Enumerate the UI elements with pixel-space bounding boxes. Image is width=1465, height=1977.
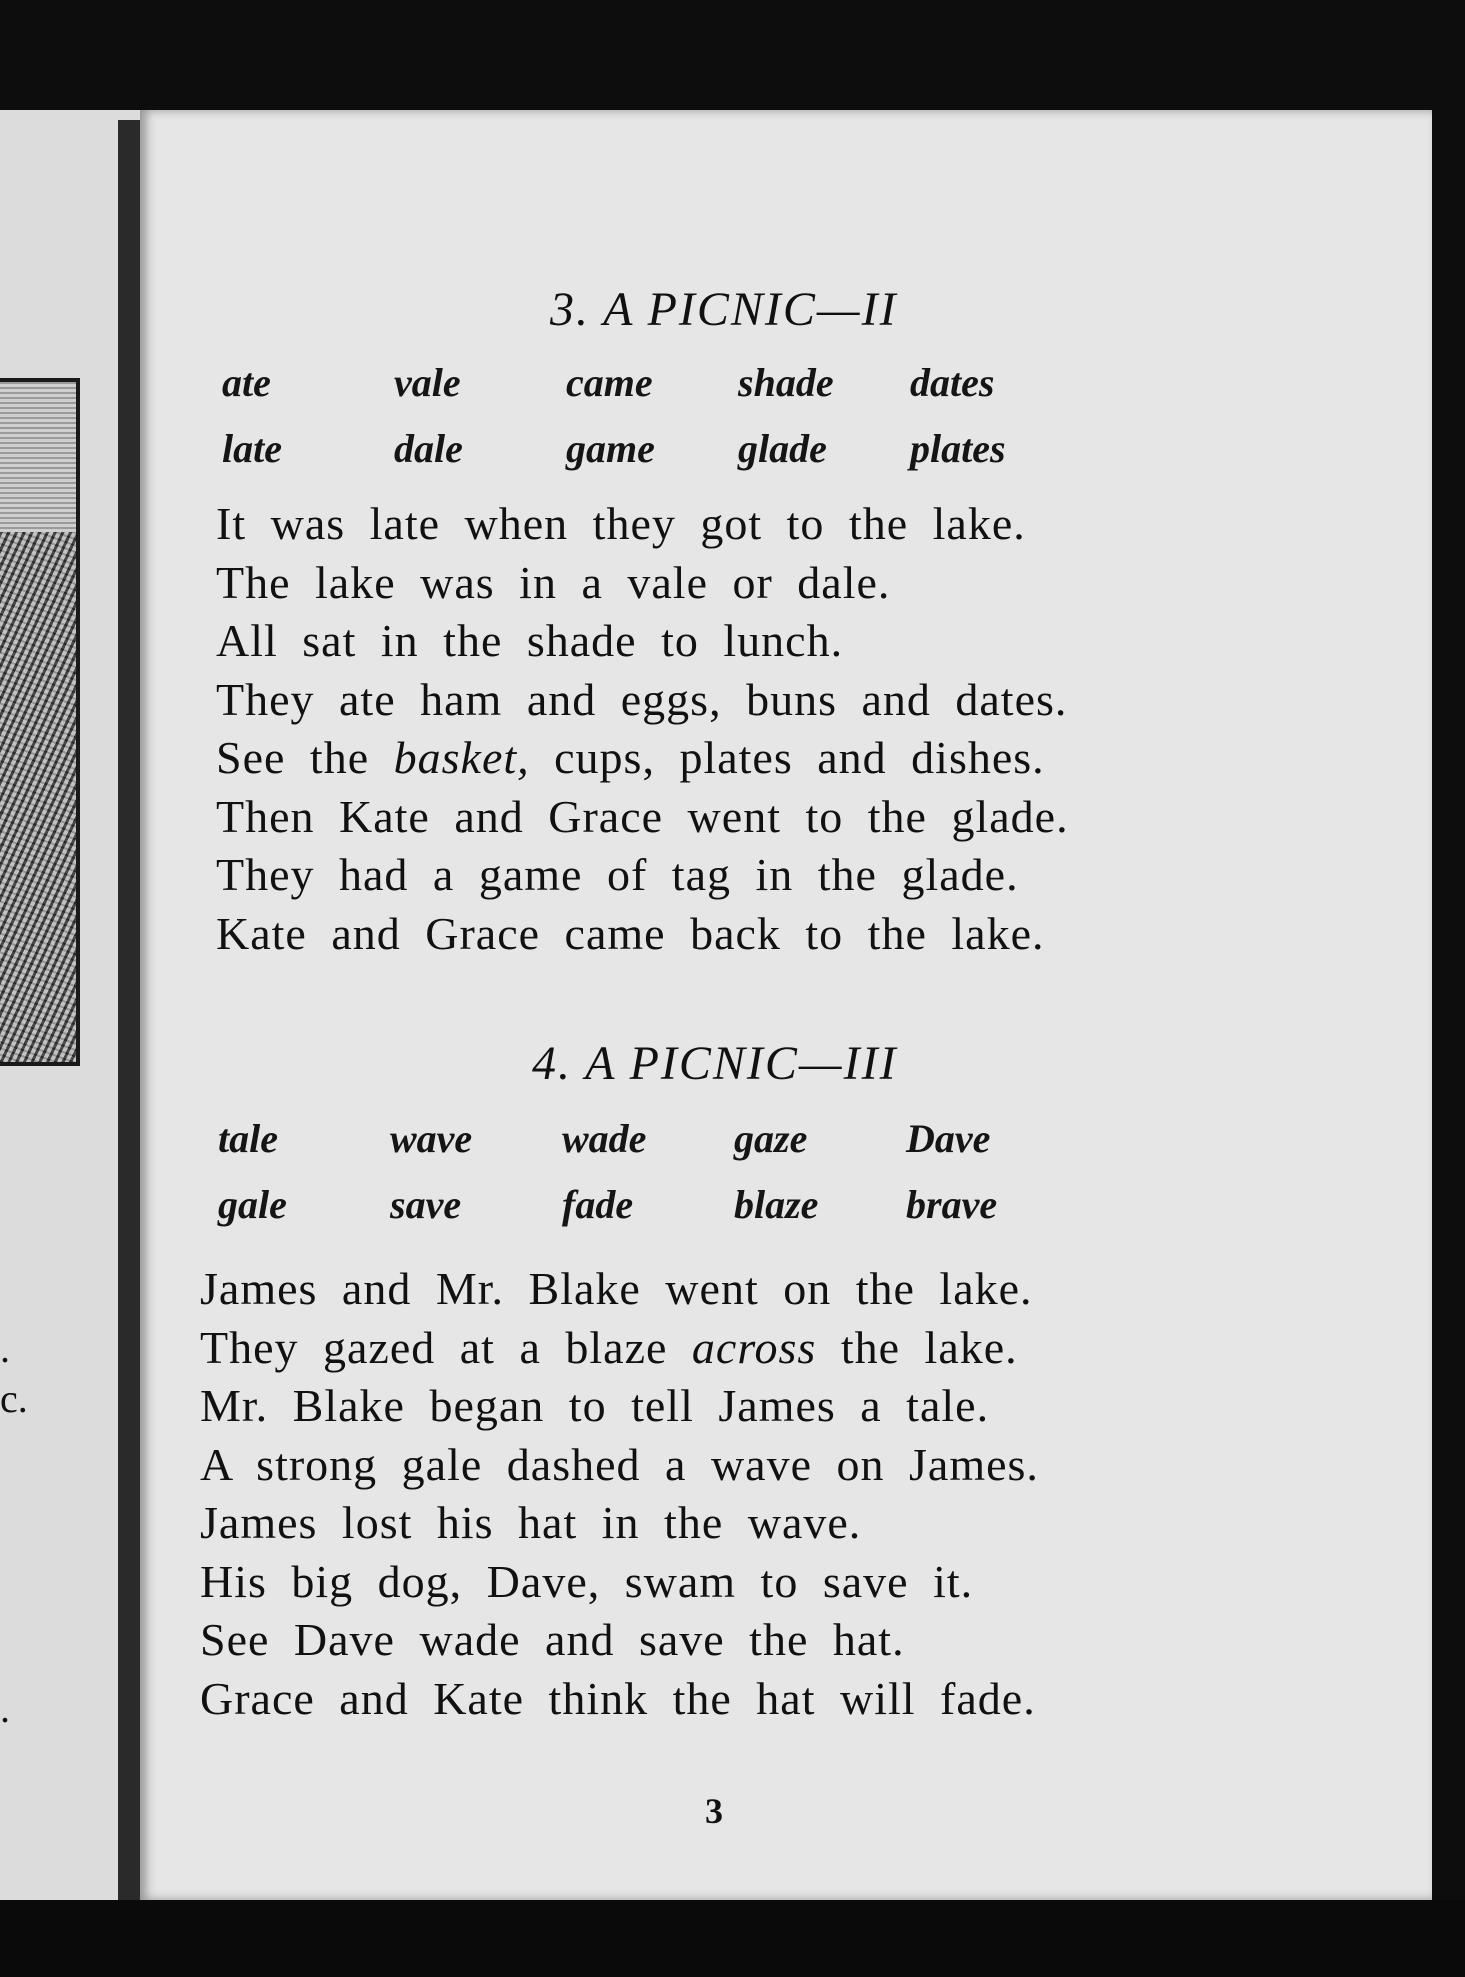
vocab-word: save: [390, 1182, 462, 1227]
story-text: [200, 1260, 1039, 1728]
story-line: Mr. Blake began to tell James a tale.: [200, 1380, 990, 1431]
story-line: Grace and Kate think the hat will fade.: [200, 1672, 1036, 1724]
vocab-word: glade: [738, 426, 827, 471]
vocab-word: late: [222, 426, 282, 471]
story-line: See the basket, cups, plates and dishes.: [216, 732, 1045, 783]
illustration-fragment: [0, 378, 80, 1066]
vocab-word: wave: [390, 1116, 473, 1161]
word-list: [222, 354, 1082, 478]
vocab-word: game: [566, 426, 655, 471]
story-line: Kate and Grace came back to the lake.: [216, 907, 1045, 959]
vocab-word: shade: [738, 360, 834, 405]
text-fragment: .: [0, 1326, 10, 1371]
scan-border: [0, 1900, 1465, 1977]
story-line: His big dog, Dave, swam to save it.: [200, 1555, 974, 1607]
vocab-word: ate: [222, 360, 271, 405]
vocab-word: brave: [906, 1182, 998, 1227]
text-fragment: c.: [0, 1376, 28, 1421]
vocab-word: gale: [218, 1182, 287, 1227]
vocab-word: fade: [562, 1182, 634, 1227]
vocab-word: dale: [394, 426, 463, 471]
vocab-word: came: [566, 360, 653, 405]
vocab-word: plates: [910, 426, 1006, 471]
story-line: All sat in the shade to lunch.: [216, 615, 844, 666]
story-line: They had a game of tag in the glade.: [216, 849, 1019, 900]
story-line: The lake was in a vale or dale.: [216, 556, 891, 608]
story-line: It was late when they got to the lake.: [216, 498, 1026, 549]
word-list: [218, 1110, 1078, 1234]
story-text: [216, 495, 1069, 963]
story-line: Then Kate and Grace went to the glade.: [216, 790, 1069, 842]
story-line: They ate ham and eggs, buns and dates.: [216, 673, 1068, 725]
section-title: 3. A PICNIC—II: [550, 283, 898, 336]
section-title: 4. A PICNIC—III: [532, 1037, 898, 1090]
vocab-word: gaze: [734, 1116, 808, 1161]
vocab-word: dates: [910, 360, 995, 405]
vocab-word: blaze: [734, 1182, 819, 1227]
text-fragment: .: [0, 1686, 10, 1731]
story-line: They gazed at a blaze across the lake.: [200, 1321, 1018, 1373]
vocab-word: wade: [562, 1116, 647, 1161]
vocab-word: Dave: [906, 1116, 991, 1161]
book-spine: [118, 120, 140, 1900]
story-line: A strong gale dashed a wave on James.: [200, 1438, 1039, 1490]
book-page: [140, 110, 1432, 1900]
vocab-word: vale: [394, 360, 461, 405]
vocab-word: tale: [218, 1116, 278, 1161]
story-line: James and Mr. Blake went on the lake.: [200, 1263, 1033, 1314]
story-line: James lost his hat in the wave.: [200, 1497, 862, 1548]
story-line: See Dave wade and save the hat.: [200, 1614, 905, 1665]
page-number: 3: [705, 1791, 723, 1831]
